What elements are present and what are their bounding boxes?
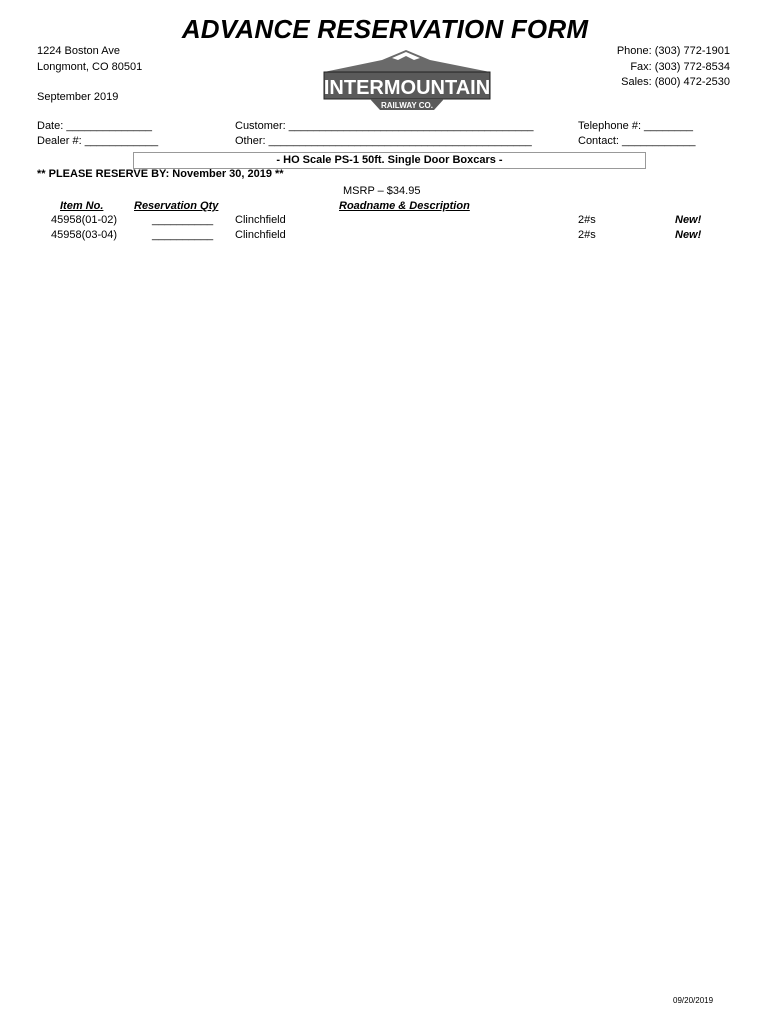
row-item-no: 45958(03-04) [51, 229, 118, 241]
company-address-line2: Longmont, CO 80501 [37, 61, 143, 73]
column-header-reservation-qty: Reservation Qty [134, 200, 219, 212]
row-item-no: 45958(01-02) [51, 214, 118, 226]
row-roadname: Clinchfield [235, 214, 286, 226]
company-fax: Fax: (303) 772-8534 [630, 61, 730, 73]
row-qty-field[interactable]: __________ [152, 214, 214, 226]
reserve-by-notice: ** PLEASE RESERVE BY: November 30, 2019 ** [37, 168, 284, 180]
footer-date: 09/20/2019 [673, 996, 714, 1005]
row-status-badge: New! [675, 229, 702, 241]
date-field[interactable]: Date: ______________ [37, 120, 152, 132]
logo-main-text: INTERMOUNTAIN [323, 77, 491, 99]
company-phone: Phone: (303) 772-1901 [616, 45, 730, 57]
company-address-line1: 1224 Boston Ave [37, 45, 120, 57]
telephone-field[interactable]: Telephone #: ________ [578, 120, 693, 132]
msrp-price: MSRP – $34.95 [343, 185, 421, 197]
column-header-roadname: Roadname & Description [339, 200, 470, 212]
company-sales: Sales: (800) 472-2530 [621, 76, 730, 88]
customer-field[interactable]: Customer: ________________________________________ [235, 120, 534, 132]
form-date: September 2019 [37, 91, 119, 103]
row-roadname: Clinchfield [235, 229, 286, 241]
other-field[interactable]: Other: ___________________________________________ [235, 135, 532, 147]
dealer-field[interactable]: Dealer #: ____________ [37, 135, 159, 147]
product-banner: - HO Scale PS-1 50ft. Single Door Boxcars - [133, 152, 646, 169]
row-count: 2#s [578, 214, 596, 226]
row-status-badge: New! [675, 214, 702, 226]
contact-field[interactable]: Contact: ____________ [578, 135, 696, 147]
column-header-item-no: Item No. [60, 200, 104, 212]
logo-mountain-icon [322, 50, 492, 112]
form-title: ADVANCE RESERVATION FORM [181, 14, 589, 44]
row-count: 2#s [578, 229, 596, 241]
intermountain-logo [322, 50, 492, 112]
row-qty-field[interactable]: __________ [152, 229, 214, 241]
logo-sub-text: RAILWAY CO. [380, 101, 434, 110]
